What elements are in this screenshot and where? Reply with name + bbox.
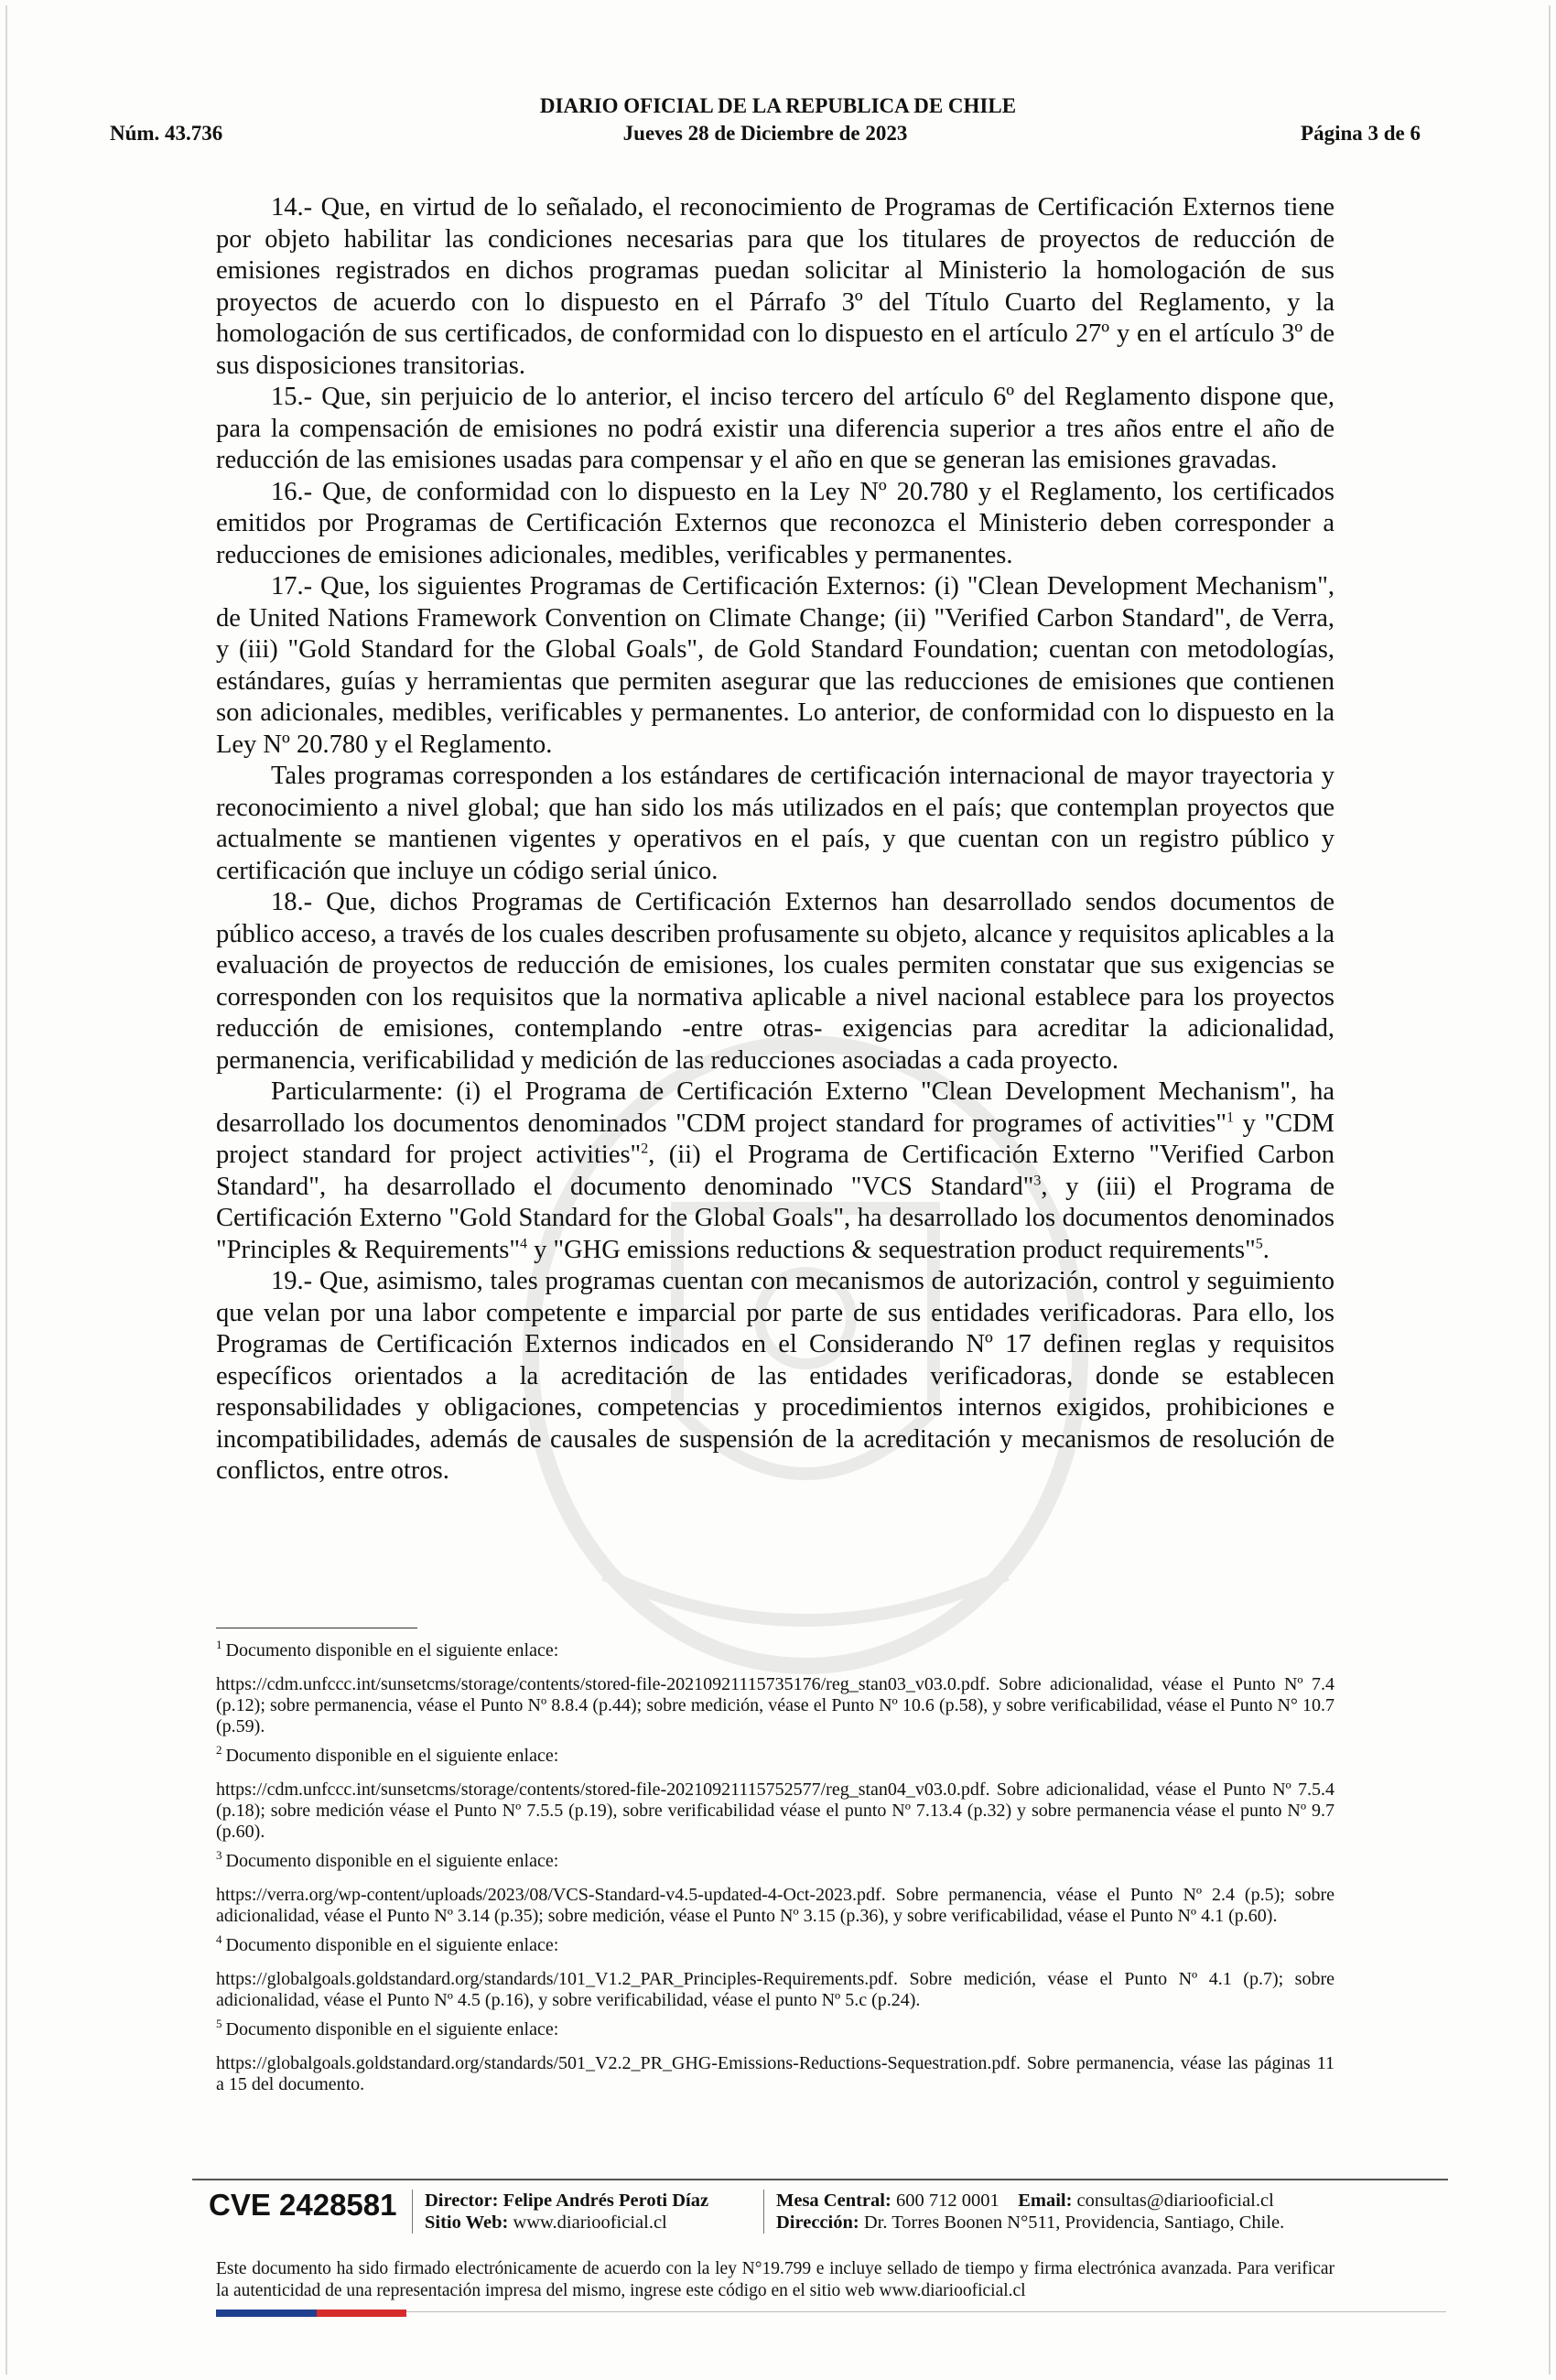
- footer-director-block: [425, 2190, 708, 2234]
- footnote-label: Documento disponible en el siguiente enlace:: [225, 1935, 559, 1955]
- page-number: Página 3 de 6: [1301, 122, 1421, 145]
- email-link[interactable]: consultas@diariooficial.cl: [1076, 2191, 1274, 2211]
- footnote-5: [216, 2019, 1334, 2095]
- footnote-text: https://verra.org/wp-content/uploads/2023/08/VCS-Standard-v4.5-updated-4-Oct-2023.pdf. Sobre permanencia, véase el Punto Nº 2.4 (p.5); sobre adicionalidad, véase el Punto Nº 3.14 (p.35); sobre medición, véase el Punto Nº 3.15 (p.36), y sobre verificabilidad, véase el Punto Nº 4.1 (p.60).: [216, 1885, 1334, 1926]
- footer-contact-block: [776, 2190, 1284, 2234]
- footnote-number: 5: [216, 2017, 222, 2031]
- paragraph-14: 14.- Que, en virtud de lo señalado, el reconocimiento de Programas de Certificación Externos tiene por objeto habilitar las condiciones necesarias para que los titulares de proyectos de reducción de emisiones registrados en dichos programas puedan solicitar al Ministerio la homologación de sus proyectos de acuerdo con lo dispuesto en el Párrafo 3º del Título Cuarto del Reglamento, y la homologación de sus certificados, de conformidad con lo dispuesto en el artículo 27º y en el artículo 3º de sus disposiciones transitorias.: [216, 193, 1334, 380]
- phone-number: 600 712 0001: [895, 2191, 1000, 2211]
- issue-date: Jueves 28 de Diciembre de 2023: [622, 122, 908, 145]
- footnote-text: https://globalgoals.goldstandard.org/standards/101_V1.2_PAR_Principles-Requirements.pdf. Sobre medición, véase el Punto Nº 4.1 (p.7); sobre adicionalidad, véase el Punto Nº 4.5 (p.16), y sobre verificabilidad, véase el punto Nº 5.c (p.24).: [216, 1969, 1334, 2010]
- director-label: Director:: [425, 2191, 499, 2211]
- footnote-label: Documento disponible en el siguiente enlace:: [225, 2019, 559, 2039]
- footnote-4: [216, 1932, 1334, 2011]
- paragraph-17: 17.- Que, los siguientes Programas de Certificación Externos: (i) "Clean Development Mechanism", de United Nations Framework Convention on Climate Change; (ii) "Verified Carbon Standard", de Verra, y (iii) "Gold Standard for the Global Goals", de Gold Standard Foundation; cuentan con metodologías, estándares, guías y herramientas que permiten asegurar que las reducciones de emisiones que contienen son adicionales, medibles, verificables y permanentes. Lo anterior, de conformidad con lo dispuesto en la Ley Nº 20.780 y el Reglamento.: [216, 572, 1334, 759]
- gazette-title: DIARIO OFICIAL DE LA REPUBLICA DE CHILE: [539, 94, 1017, 117]
- p18b-text-6: .: [1262, 1235, 1270, 1264]
- paragraph-16: 16.- Que, de conformidad con lo dispuesto en la Ley Nº 20.780 y el Reglamento, los certificados emitidos por Programas de Certificación Externos que reconozca el Ministerio deben corresponder a reducciones de emisiones adicionales, medibles, verificables y permanentes.: [216, 477, 1334, 569]
- footnote-number: 2: [216, 1743, 222, 1758]
- footer-divider: [412, 2190, 413, 2234]
- paragraph-18-continued: [216, 1076, 1334, 1266]
- footnote-text: https://cdm.unfccc.int/sunsetcms/storage/contents/stored-file-20210921115752577/reg_stan04_v03.0.pdf. Sobre adicionalidad, véase el Punto Nº 7.5.4 (p.18); sobre medición véase el Punto Nº 7.5.5 (p.19), sobre verificabilidad véase el punto Nº 7.13.4 (p.32) y sobre permanencia véase el punto Nº 9.7 (p.60).: [216, 1780, 1334, 1842]
- footnote-ref-1: 1: [1226, 1109, 1234, 1125]
- website-link[interactable]: www.diariooficial.cl: [513, 2212, 667, 2233]
- paragraph-19: 19.- Que, asimismo, tales programas cuentan con mecanismos de autorización, control y seguimiento que velan por una labor competente e imparcial por parte de sus entidades verificadoras. Para ello, los Programas de Certificación Externos indicados en el Considerando Nº 17 definen reglas y requisitos específicos orientados a la acreditación de las entidades verificadoras, donde se establecen responsabilidades y obligaciones, competencias y procedimientos internos exigidos, prohibiciones e incompatibilidades, además de causales de suspensión de la acreditación y mecanismos de resolución de conflictos, entre otros.: [216, 1267, 1334, 1485]
- paragraph-17-continued: Tales programas corresponden a los estándares de certificación internacional de mayor trayectoria y reconocimiento a nivel global; que han sido los más utilizados en el país; que contemplan proyectos que actualmente se mantienen vigentes y operativos en el país, y que cuentan con un registro público y certificación que incluye un código serial único.: [216, 762, 1334, 885]
- address-label: Dirección:: [776, 2212, 859, 2233]
- p18b-text-2: y "CDM project standard for project activities": [216, 1109, 1334, 1169]
- issue-number: Núm. 43.736: [110, 122, 223, 145]
- footnote-text: https://cdm.unfccc.int/sunsetcms/storage/contents/stored-file-20210921115735176/reg_stan03_v03.0.pdf. Sobre adicionalidad, véase el Punto Nº 7.4 (p.12); sobre permanencia, véase el Punto Nº 8.8.4 (p.44); sobre medición, véase el Punto Nº 10.6 (p.58), y sobre verificabilidad, véase el Punto N° 10.7 (p.59).: [216, 1674, 1334, 1736]
- address-text: Dr. Torres Boonen N°511, Providencia, Santiago, Chile.: [863, 2212, 1285, 2233]
- footnotes: [216, 1640, 1334, 2104]
- footnote-number: 4: [216, 1932, 222, 1947]
- bottom-rule: [406, 2311, 1446, 2312]
- p18b-text-3: , (ii) el Programa de Certificación Externo "Verified Carbon Standard", ha desarrollado el documento denominado "VCS Standard": [216, 1141, 1334, 1201]
- footnote-3: [216, 1848, 1334, 1927]
- footnote-1: [216, 1640, 1334, 1737]
- footnote-ref-2: 2: [641, 1141, 649, 1157]
- phone-label: Mesa Central:: [776, 2191, 891, 2211]
- footnote-ref-5: 5: [1255, 1236, 1263, 1251]
- p18b-text-4: , y (iii) el Programa de Certificación Externo "Gold Standard for the Global Goals", ha desarrollado los documentos denominados "Principles & Requirements": [216, 1172, 1334, 1264]
- footnote-ref-3: 3: [1033, 1173, 1042, 1188]
- director-name: Felipe Andrés Peroti Díaz: [502, 2191, 709, 2211]
- footnote-label: Documento disponible en el siguiente enlace:: [225, 1746, 559, 1766]
- paragraph-15: 15.- Que, sin perjuicio de lo anterior, el inciso tercero del artículo 6º del Reglamento dispone que, para la compensación de emisiones no podrá existir una diferencia superior a tres años entre el año de reducción de las emisiones usadas para compensar y el año en que se generan las emisiones gravadas.: [216, 383, 1334, 474]
- flag-stripe-red: [317, 2310, 406, 2317]
- p18b-text-5: y "GHG emissions reductions & sequestration product requirements": [526, 1235, 1256, 1264]
- electronic-signature-note: Este documento ha sido firmado electrónicamente de acuerdo con la ley N°19.799 e incluye sellado de tiempo y firma electrónica avanzada. Para verificar la autenticidad de una representación impresa del mismo, ingrese este código en el sitio web www.diariooficial.cl: [216, 2259, 1334, 2300]
- header-row: [110, 122, 1421, 149]
- document-body: [216, 192, 1334, 1488]
- cve-code: CVE 2428581: [209, 2188, 397, 2222]
- email-label: Email:: [1018, 2191, 1073, 2211]
- website-label: Sitio Web:: [425, 2212, 509, 2233]
- paragraph-18: 18.- Que, dichos Programas de Certificación Externos han desarrollado sendos documentos de público acceso, a través de los cuales describen profusamente su objeto, alcance y requisitos aplicables a la evaluación de proyectos de reducción de emisiones, los cuales permiten constatar que sus exigencias se corresponden con los requisitos que la normativa aplicable a nivel nacional establece para los proyectos reducción de emisiones, contemplando -entre otras- exigencias para acreditar la adicionalidad, permanencia, verificabilidad y medición de las reducciones asociadas a cada proyecto.: [216, 888, 1334, 1075]
- footnote-number: 1: [216, 1638, 222, 1652]
- footnote-ref-4: 4: [519, 1236, 527, 1251]
- footer-divider: [763, 2190, 764, 2234]
- footnote-label: Documento disponible en el siguiente enlace:: [225, 1851, 559, 1871]
- footnote-number: 3: [216, 1848, 222, 1863]
- flag-stripe-blue: [216, 2310, 317, 2317]
- footnote-2: [216, 1743, 1334, 1843]
- footnote-text: https://globalgoals.goldstandard.org/standards/501_V2.2_PR_GHG-Emissions-Reductions-Sequestration.pdf. Sobre permanencia, véase las páginas 11 a 15 del documento.: [216, 2053, 1334, 2094]
- footnote-label: Documento disponible en el siguiente enlace:: [225, 1640, 559, 1661]
- footer-separator: [192, 2179, 1448, 2180]
- p18b-text-1: Particularmente: (i) el Programa de Certificación Externo "Clean Development Mechanism", ha desarrollado los documentos denominados "CDM project standard for programes of activities": [216, 1077, 1334, 1138]
